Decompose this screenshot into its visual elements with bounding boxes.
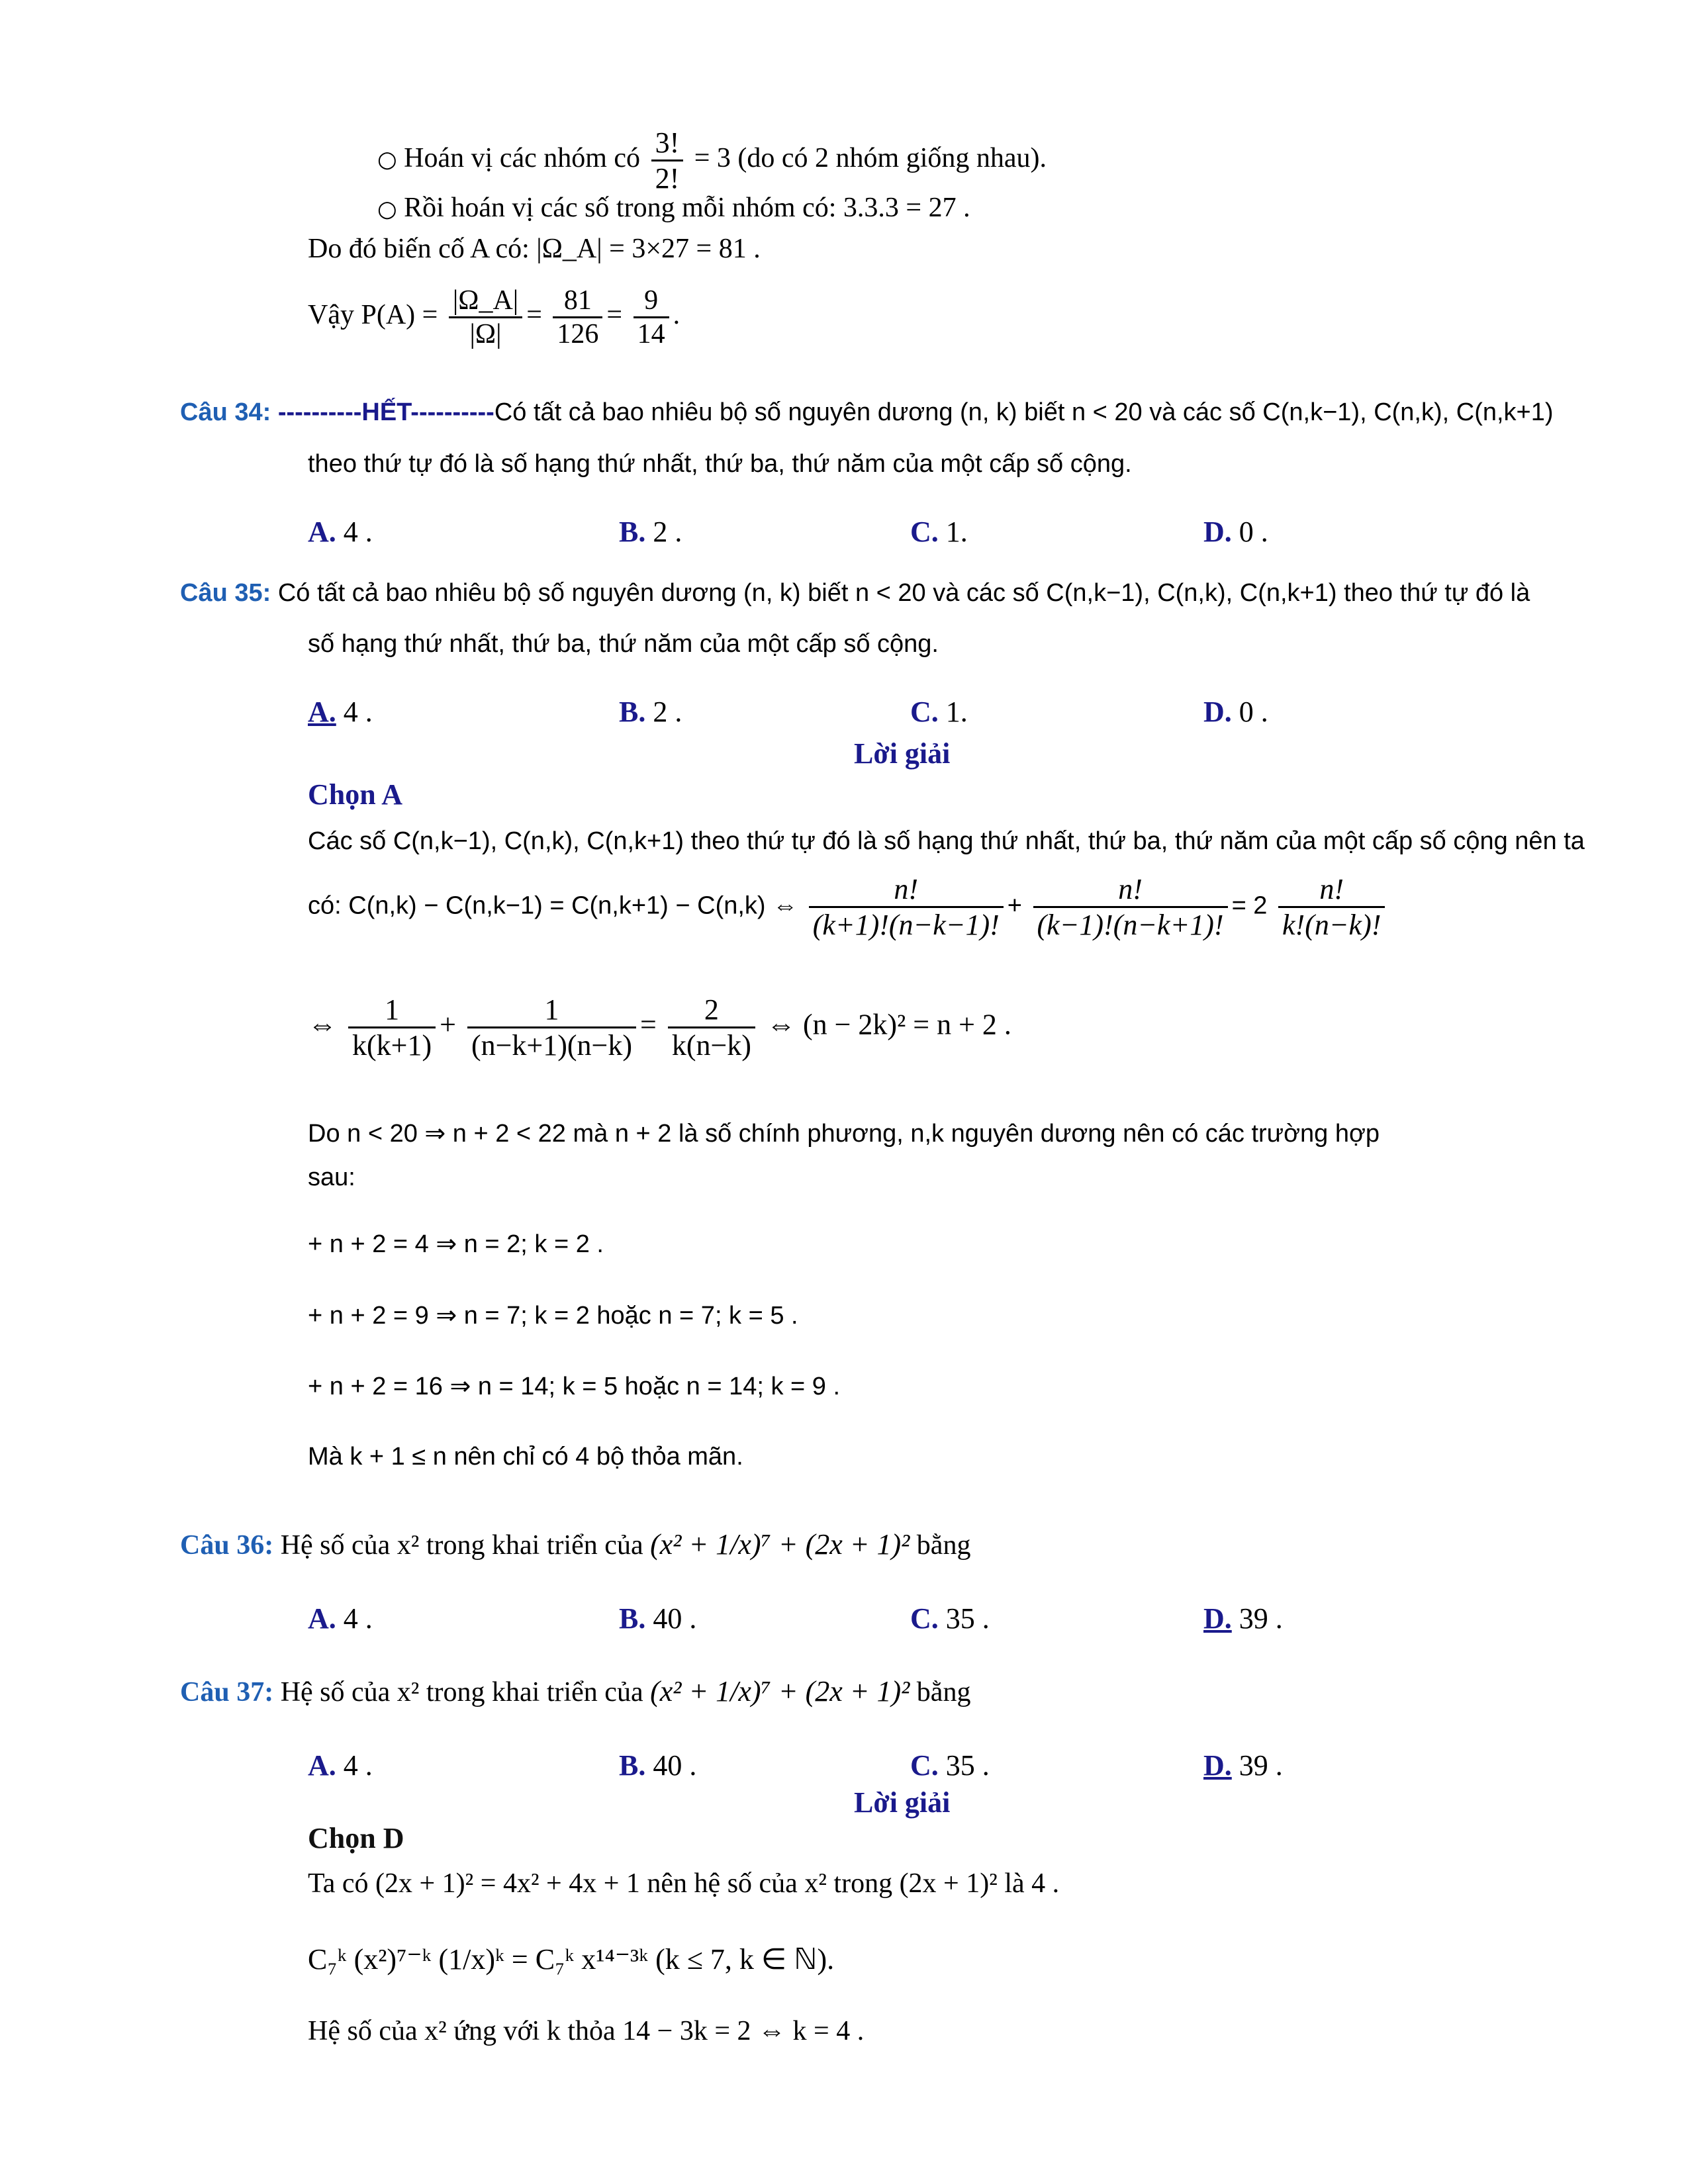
event-line: Do đó biến cố A có: |Ω_A| = 3×27 = 81 .: [308, 234, 761, 264]
solution-35-line-4: Do n < 20 ⇒ n + 2 < 22 mà n + 2 là số chính phương, n,k nguyên dương nên có các trường hợp: [308, 1120, 1380, 1148]
question-34-option-c[interactable]: C. 1.: [910, 516, 968, 548]
end-marker: ----------HẾT----------: [277, 398, 494, 426]
question-37-expression: (x² + 1/x)⁷ + (2x + 1)²: [650, 1675, 910, 1707]
question-34-line-2: theo thứ tự đó là số hạng thứ nhất, thứ ba, thứ năm của một cấp số cộng.: [308, 450, 1132, 478]
sol2-fraction-1: $\frac{n!}{(k+1)!(n-k-1)!}$: [809, 872, 1004, 942]
iff-symbol: ⇔: [308, 1008, 337, 1041]
question-35-option-d[interactable]: D. 0 .: [1203, 696, 1268, 728]
sol3-fraction-3: $\frac{2}{k(n-k)}$: [668, 993, 755, 1062]
case-1: + n + 2 = 4 ⇒ n = 2; k = 2 .: [308, 1230, 604, 1258]
question-35-line-2: số hạng thứ nhất, thứ ba, thứ năm của một cấp số cộng.: [308, 630, 939, 658]
sol3-fraction-1: $\frac{1}{k(k+1)}$: [348, 993, 436, 1062]
sol2-fraction-2: $\frac{n!}{(k-1)!(n-k+1)!}$: [1033, 872, 1228, 942]
bullet-line-2: [377, 192, 970, 224]
question-36-expression: (x² + 1/x)⁷ + (2x + 1)²: [650, 1528, 910, 1561]
prob-fraction-3: $\frac{9}{14}$: [633, 285, 669, 350]
bullet1-text: Hoán vị các nhóm có: [404, 143, 641, 174]
question-34-option-d[interactable]: D. 0 .: [1203, 516, 1268, 548]
question-37-option-d[interactable]: D. 39 .: [1203, 1749, 1283, 1782]
choice-37: Chọn D: [308, 1822, 404, 1854]
solution-37-line-2: C₇ᵏ (x²)⁷⁻ᵏ (1/x)ᵏ = C₇ᵏ x¹⁴⁻³ᵏ (k ≤ 7, k ∈ ℕ).: [308, 1943, 835, 1976]
question-34-option-a[interactable]: A. 4 .: [308, 516, 373, 548]
question-35-option-b[interactable]: B. 2 .: [619, 696, 682, 728]
question-37-option-b[interactable]: B. 40 .: [619, 1749, 697, 1782]
solution-37-line-3: Hệ số của x² ứng với k thỏa 14 − 3k = 2 ⇔ k = 4 .: [308, 2016, 865, 2046]
question-35-option-a[interactable]: A. 4 .: [308, 696, 373, 728]
circle-bullet-icon: ○: [377, 196, 397, 222]
bullet1-eq: = 3: [694, 143, 731, 174]
bullet-line-1: [377, 126, 1047, 195]
fraction-3-fact-2-fact: $\frac{3!}{2!}$: [651, 126, 684, 195]
sol2-fraction-3: $\frac{n!}{k!(n-k)!}$: [1278, 872, 1385, 942]
case-3: + n + 2 = 16 ⇒ n = 14; k = 5 hoặc n = 14; k = 9 .: [308, 1373, 841, 1400]
conclusion-35: Mà k + 1 ≤ n nên chỉ có 4 bộ thỏa mãn.: [308, 1443, 743, 1471]
solution-35-line-1: Các số C(n,k−1), C(n,k), C(n,k+1) theo thứ tự đó là số hạng thứ nhất, thứ ba, thứ năm của một cấp số cộng nên ta: [308, 827, 1585, 855]
circle-bullet-icon: ○: [377, 146, 397, 173]
solution-37-line-1: Ta có (2x + 1)² = 4x² + 4x + 1 nên hệ số của x² trong (2x + 1)² là 4 .: [308, 1868, 1060, 1899]
question-36-option-a[interactable]: A. 4 .: [308, 1602, 373, 1635]
question-34-line-1: [180, 398, 1554, 427]
question-36-option-b[interactable]: B. 40 .: [619, 1602, 697, 1635]
prob-fraction-1: $\frac{|\Omega\_A|}{|\Omega|}$: [449, 285, 522, 350]
prob-lead: Vậy P(A) =: [308, 300, 438, 331]
question-35-label: Câu 35:: [180, 579, 271, 607]
question-35-text-1: Có tất cả bao nhiêu bộ số nguyên dương (n, k) biết n < 20 và các số C(n,k−1), C(n,k), C(n,k+1) theo thứ tự đó là: [277, 579, 1530, 607]
question-36-option-c[interactable]: C. 35 .: [910, 1602, 990, 1635]
question-34-option-b[interactable]: B. 2 .: [619, 516, 682, 548]
sol3-fraction-2: $\frac{1}{(n-k+1)(n-k)}$: [467, 993, 636, 1062]
question-36-line: Câu 36: Hệ số của x² trong khai triển của (x² + 1/x)⁷ + (2x + 1)² bằng: [180, 1528, 971, 1561]
solution-35-line-2: có: C(n,k) − C(n,k−1) = C(n,k+1) − C(n,k) ⇔ $\frac{n!}{(k+1)!(n-k-1)!}$ + $\frac{n!}{(k-1)!(n-k+1)!}$ = 2 $\frac{n!}{k!(n-k)!}$: [308, 872, 1389, 942]
probability-line: Vậy P(A) = $\frac{|\Omega\_A|}{|\Omega|}$ = $\frac{81}{126}$ = $\frac{9}{14}$ .: [308, 285, 680, 349]
question-34-text-1: Có tất cả bao nhiêu bộ số nguyên dương (n, k) biết n < 20 và các số C(n,k−1), C(n,k), C(n,k+1): [494, 398, 1554, 426]
question-35-option-c[interactable]: C. 1.: [910, 696, 968, 728]
question-37-line: Câu 37: Hệ số của x² trong khai triển của (x² + 1/x)⁷ + (2x + 1)² bằng: [180, 1675, 971, 1707]
question-36-option-d[interactable]: D. 39 .: [1203, 1602, 1283, 1635]
case-2: + n + 2 = 9 ⇒ n = 7; k = 2 hoặc n = 7; k = 5 .: [308, 1302, 798, 1330]
question-34-label: Câu 34:: [180, 398, 271, 426]
sol3-tail: ⇔ (n − 2k)² = n + 2 .: [766, 1008, 1011, 1041]
solution-title-37: Lời giải: [854, 1786, 951, 1819]
solution-35-line-5: sau:: [308, 1163, 355, 1191]
choice-35: Chọn A: [308, 778, 403, 811]
question-35-line-1: [180, 579, 1530, 608]
solution-title-35: Lời giải: [854, 737, 951, 770]
question-37-option-a[interactable]: A. 4 .: [308, 1749, 373, 1782]
question-37-label: Câu 37:: [180, 1677, 274, 1707]
bullet1-note: (do có 2 nhóm giống nhau).: [737, 143, 1047, 174]
solution-35-line-3: ⇔ $\frac{1}{k(k+1)}$ + $\frac{1}{(n-k+1)(n-k)}$ = $\frac{2}{k(n-k)}$ ⇔ (n − 2k)² = n + 2 .: [308, 993, 1011, 1062]
question-37-option-c[interactable]: C. 35 .: [910, 1749, 990, 1782]
prob-fraction-2: $\frac{81}{126}$: [553, 285, 602, 350]
bullet2-text: Rồi hoán vị các số trong mỗi nhóm có: 3.3.3 = 27 .: [404, 193, 970, 223]
question-36-label: Câu 36:: [180, 1530, 274, 1561]
